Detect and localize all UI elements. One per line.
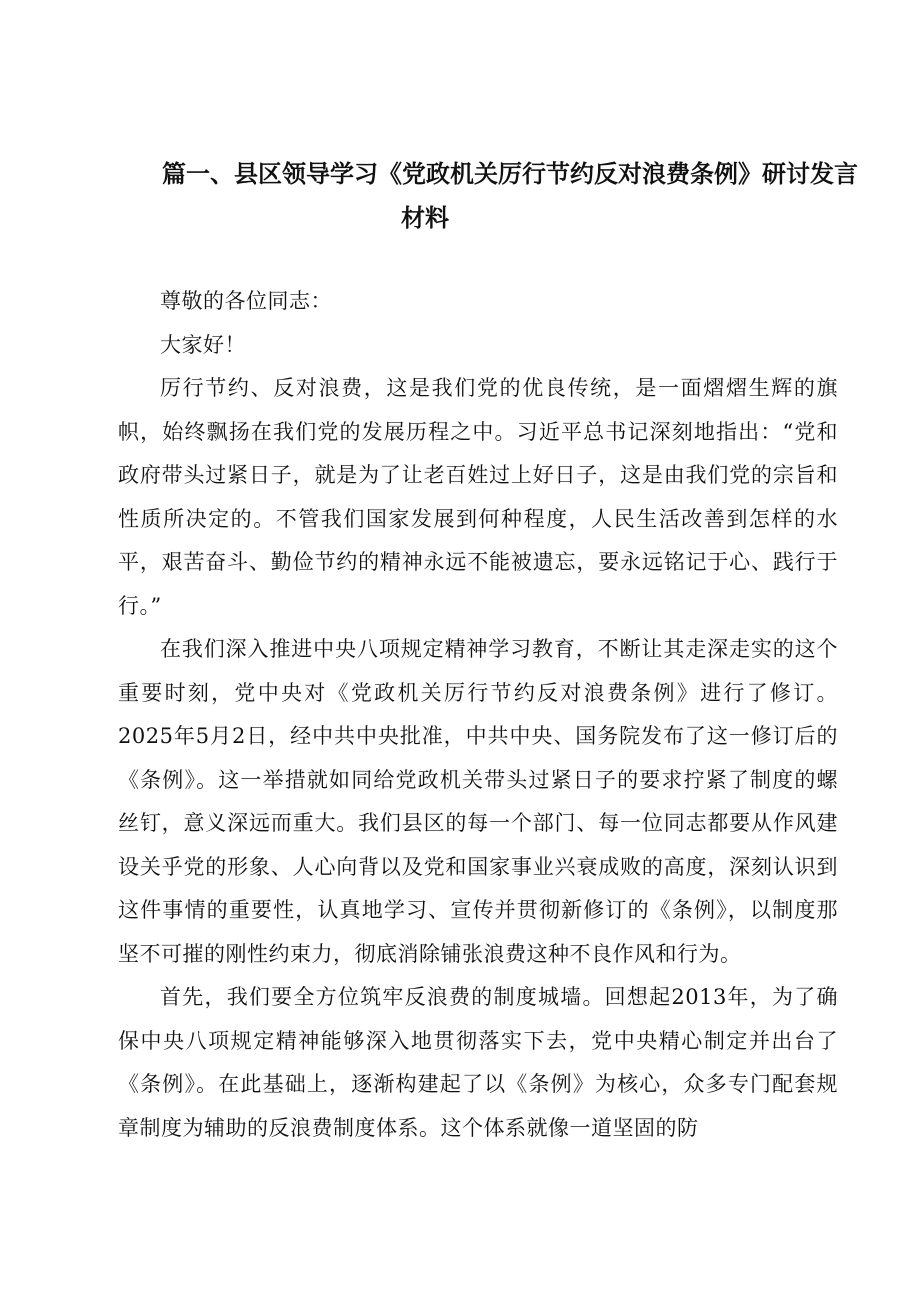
document-title-line2: 材料: [401, 204, 449, 232]
paragraph-1: 厉行节约、反对浪费，这是我们党的优良传统，是一面熠熠生辉的旗帜，始终飘扬在我们党的发展历程之中。习近平总书记深刻地指出：“党和政府带头过紧日子，就是为了让老百姓过上好日子，这是由我们党的宗旨和性质所决定的。不管我们国家发展到何种程度，人民生活改善到怎样的水平，艰苦奋斗、勤俭节约的精神永远不能被遗忘，要永远铭记于心、践行于行。”: [118, 376, 838, 618]
salutation: 尊敬的各位同志：: [160, 289, 332, 313]
document-title-line1: 篇一、县区领导学习《党政机关厉行节约反对浪费条例》研讨发言: [162, 160, 858, 188]
paragraph-2: 在我们深入推进中央八项规定精神学习教育，不断让其走深走实的这个重要时刻，党中央对《党政机关厉行节约反对浪费条例》进行了修订。2025年5月2日，经中共中央批准，中共中央、国务院发布了这一修订后的《条例》。这一举措就如同给党政机关带头过紧日子的要求拧紧了制度的螺丝钉，意义深远而重大。我们县区的每一个部门、每一位同志都要从作风建设关乎党的形象、人心向背以及党和国家事业兴衰成败的高度，深刻认识到这件事情的重要性，认真地学习、宣传并贯彻新修订的《条例》，以制度那坚不可摧的刚性约束力，彻底消除铺张浪费这种不良作风和行为。: [118, 637, 838, 966]
document-body: [118, 280, 838, 1150]
greeting: 大家好！: [160, 332, 246, 357]
paragraph-3: 首先，我们要全方位筑牢反浪费的制度城墙。回想起2013年，为了确保中央八项规定精神能够深入地贯彻落实下去，党中央精心制定并出台了《条例》。在此基础上，逐渐构建起了以《条例》为核心，众多专门配套规章制度为辅助的反浪费制度体系。这个体系就像一道坚固的防: [118, 985, 838, 1140]
